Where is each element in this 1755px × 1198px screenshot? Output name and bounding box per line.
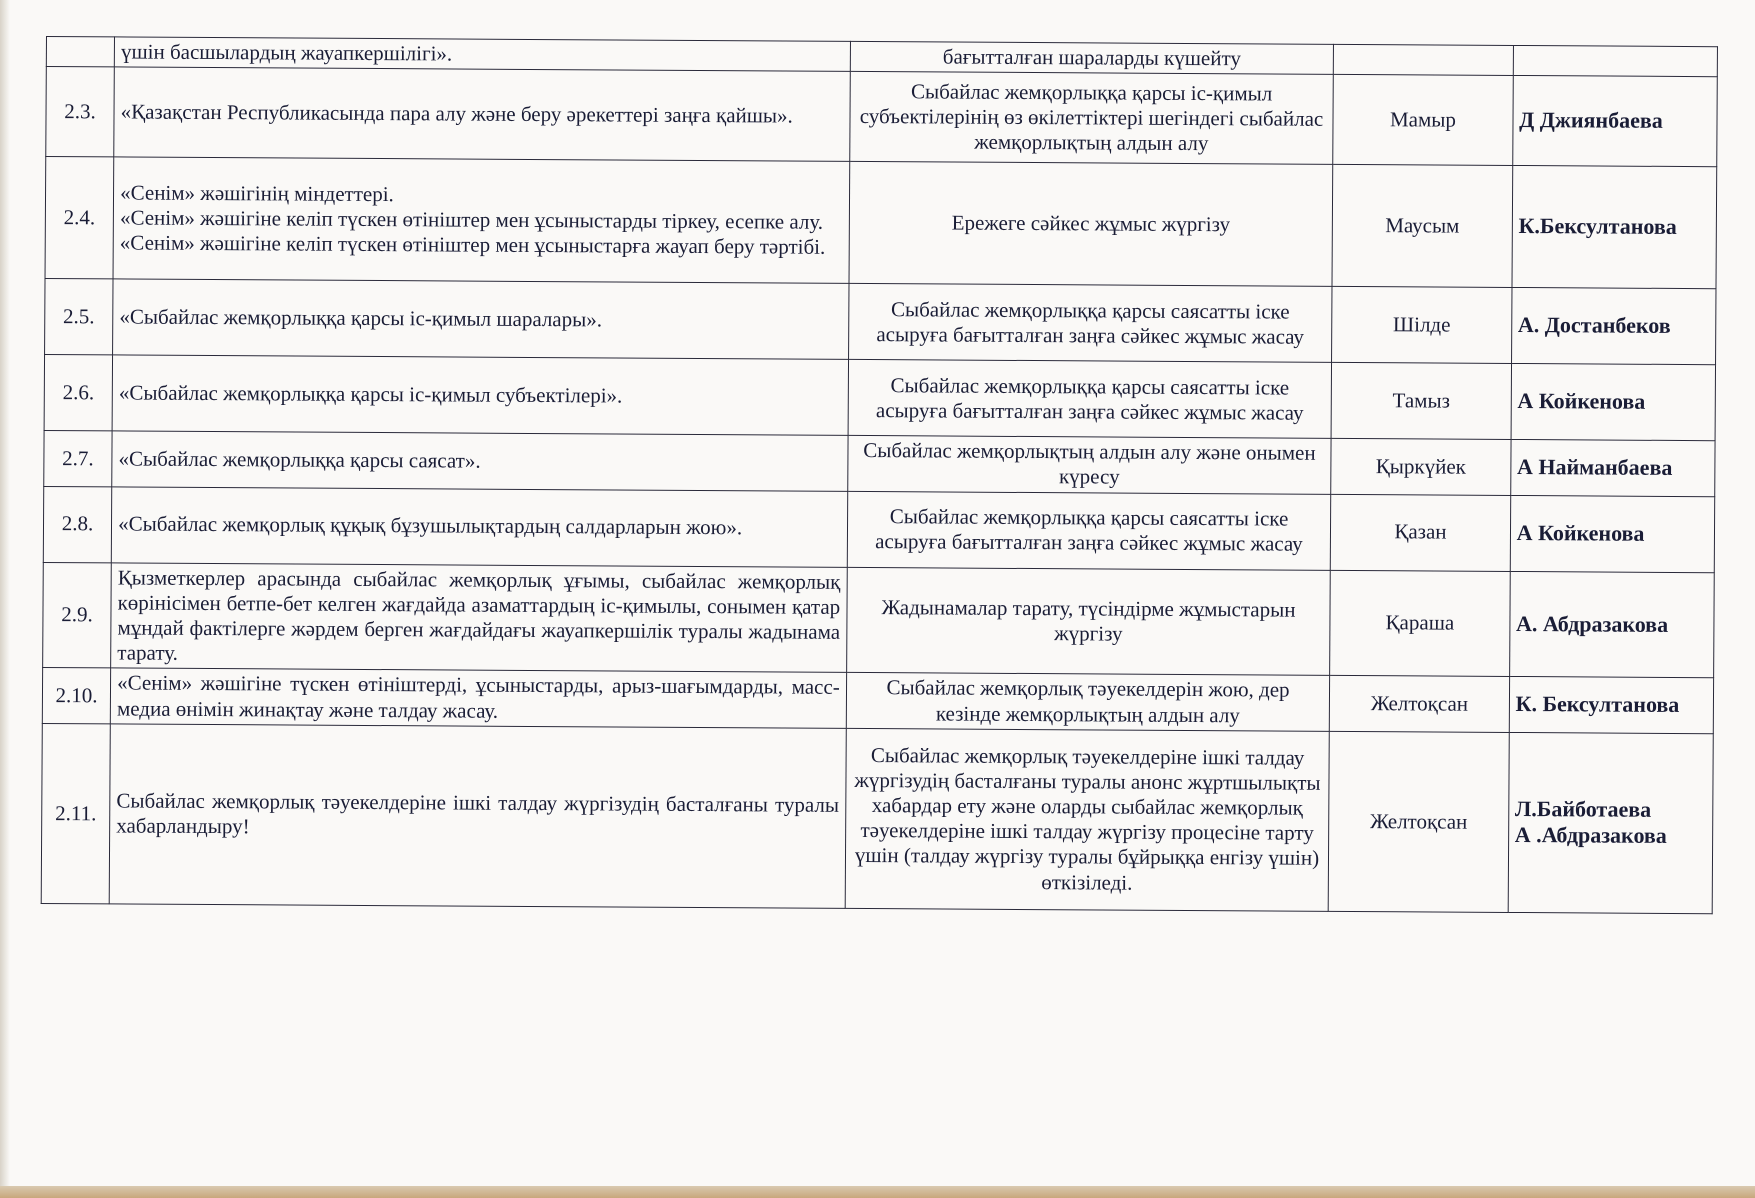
item-number: [46, 37, 114, 68]
person-name: А .Абдразакова: [1514, 822, 1667, 849]
expected-result: Сыбайлас жемқорлыққа қарсы іс-қимыл субъектілерінің өз өкілеттіктері шегіндегі сыбайлас жемқорлықтың алдын алу: [849, 72, 1333, 165]
responsible-person: [1509, 571, 1714, 678]
event-topic: [109, 724, 846, 908]
event-topic: [113, 157, 849, 283]
event-topic: [114, 67, 850, 161]
topic-line: «Сыбайлас жемқорлыққа қарсы саясат».: [118, 446, 481, 473]
table-row: [41, 723, 1713, 913]
anti-corruption-plan-table: [41, 36, 1718, 914]
table-row: [45, 279, 1716, 365]
page-edge-shadow: [0, 0, 10, 1198]
responsible-person: [1512, 76, 1717, 167]
person-name: Л.Байботаева: [1514, 795, 1652, 822]
event-topic: [112, 431, 848, 491]
expected-result: Сыбайлас жемқорлыққа қарсы саясатты іске асыруға бағытталған заңға сәйкес жұмыс жасау: [847, 491, 1331, 570]
person-name: А Койкенова: [1516, 519, 1645, 546]
expected-result: Сыбайлас жемқорлыққа қарсы саясатты іске асыруға бағытталған заңға сәйкес жұмыс жасау: [848, 284, 1332, 363]
deadline-month: Маусым: [1332, 165, 1512, 288]
table-row: [43, 562, 1715, 678]
deadline-month: Қазан: [1331, 494, 1511, 571]
topic-line: «Сенім» жәшігіне келіп түскен өтініштер мен ұсыныстарға жауап беру тәртібі.: [119, 230, 826, 260]
responsible-person: [1510, 440, 1715, 497]
topic-line: «Сенім» жәшігінің міндеттері.: [120, 180, 394, 207]
deadline-month: Желтоқсан: [1328, 731, 1508, 912]
event-topic: [111, 486, 847, 566]
item-number: 2.7.: [44, 431, 112, 487]
deadline-month: [1334, 44, 1514, 75]
responsible-person: [1513, 45, 1718, 76]
desk-surface: [0, 1186, 1755, 1198]
topic-line: Сыбайлас жемқорлық тәуекелдеріне ішкі талдау жүргізудің басталғаны туралы хабарландыру!: [116, 788, 840, 839]
expected-result: Жадынамалар тарату, түсіндірме жұмыстарын жүргізу: [846, 567, 1330, 676]
person-name: Д Джиянбаева: [1519, 107, 1663, 134]
topic-line: «Сыбайлас жемқорлыққа қарсы іс-қимыл субъектілері».: [118, 380, 623, 408]
responsible-person: [1508, 732, 1713, 913]
item-number: 2.3.: [46, 67, 115, 157]
item-number: 2.6.: [44, 355, 113, 431]
table-row: [44, 355, 1715, 441]
expected-result: Сыбайлас жемқорлыққа қарсы саясатты іске асыруға бағытталған заңға сәйкес жұмыс жасау: [848, 360, 1332, 439]
event-topic: [112, 355, 848, 435]
deadline-month: Шілде: [1332, 287, 1512, 364]
person-name: А Найманбаева: [1516, 454, 1673, 481]
topic-line: «Сенім» жәшігіне түскен өтініштерді, ұсыныстарды, арыз-шағымдарды, масс-медиа өнімін жинақтау және талдау жасау.: [116, 670, 840, 723]
item-number: 2.11.: [41, 723, 110, 903]
table-row: [42, 668, 1713, 734]
deadline-month: Мамыр: [1333, 75, 1513, 166]
item-number: 2.8.: [43, 486, 112, 562]
item-number: 2.4.: [45, 157, 114, 279]
person-name: К.Бексултанова: [1518, 213, 1677, 240]
expected-result: Сыбайлас жемқорлық тәуекелдерін жою, дер кезінде жемқорлықтың алдын алу: [846, 673, 1330, 731]
expected-result: Сыбайлас жемқорлықтың алдын алу және онымен күресу: [847, 436, 1331, 494]
deadline-month: Қыркүйек: [1331, 439, 1511, 495]
person-name: К. Бексултанова: [1515, 691, 1680, 718]
item-number: 2.10.: [42, 668, 110, 724]
topic-line: «Сыбайлас жемқорлыққа қарсы іс-қимыл шаралары».: [119, 304, 603, 332]
responsible-person: [1512, 166, 1717, 289]
table-row: [45, 157, 1717, 289]
topic-line: үшін басшылардың жауапкершілігі».: [120, 39, 453, 66]
topic-line: «Сыбайлас жемқорлық құқық бұзушылықтардың салдарларын жою».: [118, 511, 743, 540]
deadline-month: Тамыз: [1331, 363, 1511, 440]
event-topic: [113, 279, 849, 359]
responsible-person: [1510, 495, 1715, 572]
expected-result: Сыбайлас жемқорлық тәуекелдеріне ішкі талдау жүргізудің басталғаны туралы анонс жұртшылықты хабардар ету және оларды сыбайлас жемқорлық тәуекелдеріне ішкі талдау жүргізу процесіне тарту үшін (талдау жүргізу туралы бұйрыққа енгізу үшін) өткізіледі.: [845, 728, 1330, 911]
item-number: 2.9.: [43, 562, 112, 668]
table-row: [46, 67, 1718, 167]
topic-line: Қызметкерлер арасында сыбайлас жемқорлық ұғымы, сыбайлас жемқорлық көрінісімен бетпе-бет келген жағдайда азаматтардың іс-қимылы, сонымен қатар мұндай фактілерге жәрдем берген жағдайдағы жауапкершілік туралы жадынама тарату.: [117, 565, 841, 665]
person-name: А Койкенова: [1517, 388, 1646, 415]
item-number: 2.5.: [45, 279, 114, 355]
topic-line: «Қазақстан Республикасында пара алу және беру әрекеттері заңға қайшы».: [120, 99, 793, 128]
table-row: [43, 486, 1714, 572]
topic-line: «Сенім» жәшігіне келіп түскен өтініштер мен ұсыныстарды тіркеу, есепке алу.: [119, 205, 824, 234]
event-topic: [110, 668, 846, 728]
table-row: [44, 431, 1715, 497]
person-name: А. Абдразакова: [1516, 610, 1669, 637]
responsible-person: [1511, 288, 1716, 365]
person-name: А. Достанбеков: [1517, 312, 1671, 339]
deadline-month: Қараша: [1330, 570, 1510, 677]
deadline-month: Желтоқсан: [1330, 676, 1510, 732]
event-topic: [111, 562, 847, 672]
event-topic: [114, 37, 850, 72]
expected-result: бағытталған шараларды күшейту: [850, 41, 1334, 74]
responsible-person: [1509, 677, 1714, 734]
table-body: [41, 37, 1717, 914]
expected-result: Ережеге сәйкес жұмыс жүргізу: [849, 162, 1333, 287]
responsible-person: [1511, 364, 1716, 441]
